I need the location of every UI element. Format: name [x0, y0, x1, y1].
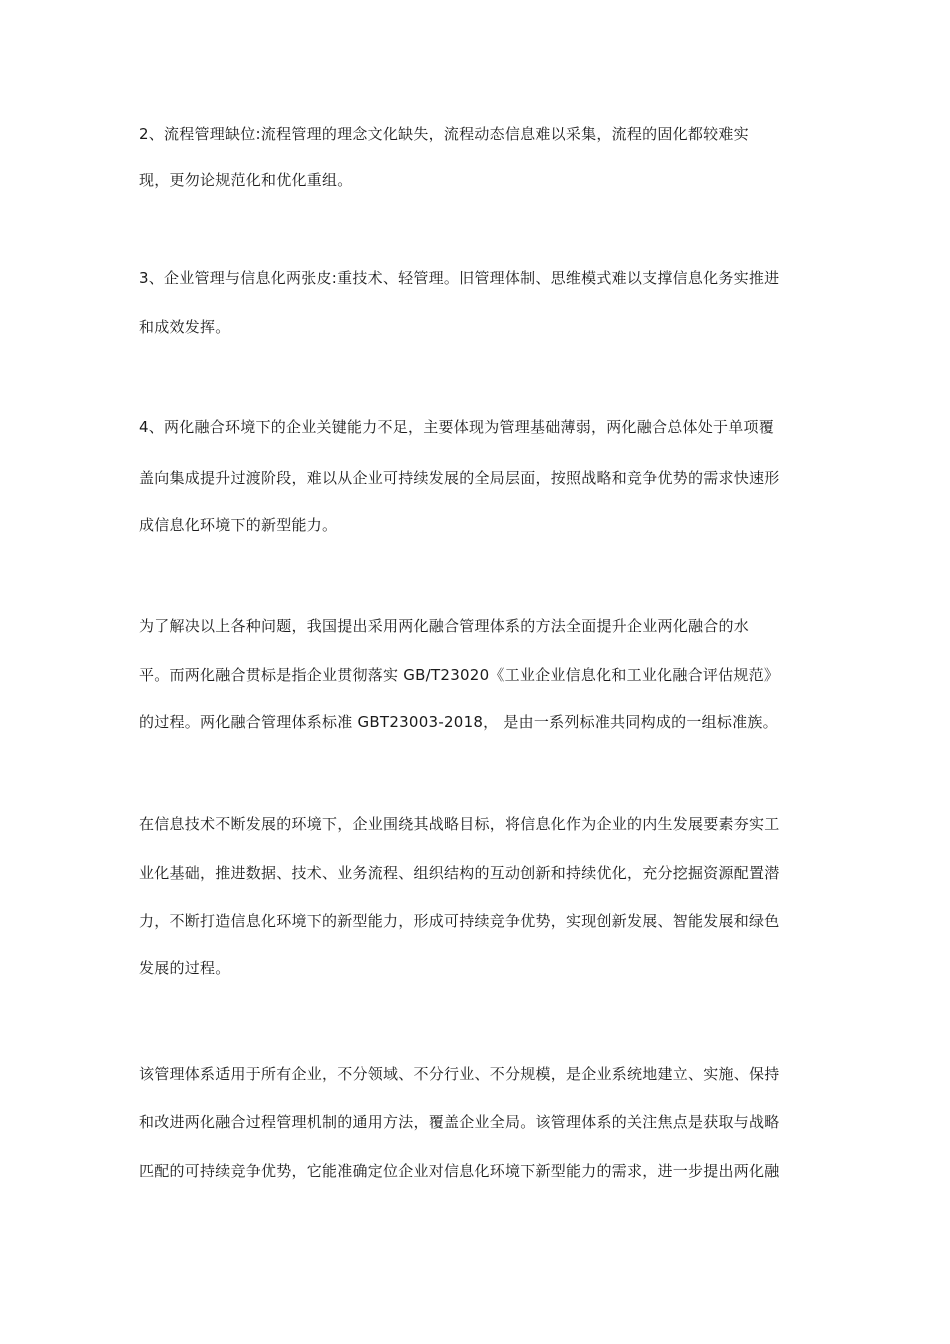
- paragraph-6-line-1: 该管理体系适用于所有企业，不分领域、不分行业、不分规模，是企业系统地建立、实施、保持: [139, 1065, 780, 1083]
- paragraph-5-line-1: 在信息技术不断发展的环境下，企业围绕其战略目标，将信息化作为企业的内生发展要素夯实工: [139, 815, 780, 833]
- paragraph-4-line-1: 为了解决以上各种问题，我国提出采用两化融合管理体系的方法全面提升企业两化融合的水: [139, 617, 750, 635]
- paragraph-2-line-2: 和成效发挥。: [139, 318, 231, 336]
- paragraph-4-line-3: 的过程。两化融合管理体系标准 GBT23003-2018， 是由一系列标准共同构成的一组标准族。: [139, 713, 778, 731]
- paragraph-5-line-2: 业化基础，推进数据、技术、业务流程、组织结构的互动创新和持续优化，充分挖掘资源配置潜: [139, 864, 780, 882]
- paragraph-5-line-4: 发展的过程。: [139, 959, 231, 977]
- paragraph-1-line-1: 2、流程管理缺位:流程管理的理念文化缺失，流程动态信息难以采集，流程的固化都较难实: [139, 125, 749, 143]
- paragraph-3-line-1: 4、两化融合环境下的企业关键能力不足，主要体现为管理基础薄弱，两化融合总体处于单项覆: [139, 418, 775, 436]
- paragraph-3-line-2: 盖向集成提升过渡阶段，难以从企业可持续发展的全局层面，按照战略和竞争优势的需求快速形: [139, 469, 780, 487]
- paragraph-1-line-2: 现，更勿论规范化和优化重组。: [139, 171, 353, 189]
- paragraph-3-line-3: 成信息化环境下的新型能力。: [139, 516, 338, 534]
- paragraph-6-line-2: 和改进两化融合过程管理机制的通用方法，覆盖企业全局。该管理体系的关注焦点是获取与战略: [139, 1113, 780, 1131]
- paragraph-4-line-2: 平。而两化融合贯标是指企业贯彻落实 GB/T23020《工业企业信息化和工业化融合评估规范》: [139, 666, 780, 684]
- paragraph-2-line-1: 3、企业管理与信息化两张皮:重技术、轻管理。旧管理体制、思维模式难以支撑信息化务实推进: [139, 269, 780, 287]
- paragraph-6-line-3: 匹配的可持续竞争优势，它能准确定位企业对信息化环境下新型能力的需求，进一步提出两化融: [139, 1162, 780, 1180]
- paragraph-5-line-3: 力，不断打造信息化环境下的新型能力，形成可持续竞争优势，实现创新发展、智能发展和绿色: [139, 912, 780, 930]
